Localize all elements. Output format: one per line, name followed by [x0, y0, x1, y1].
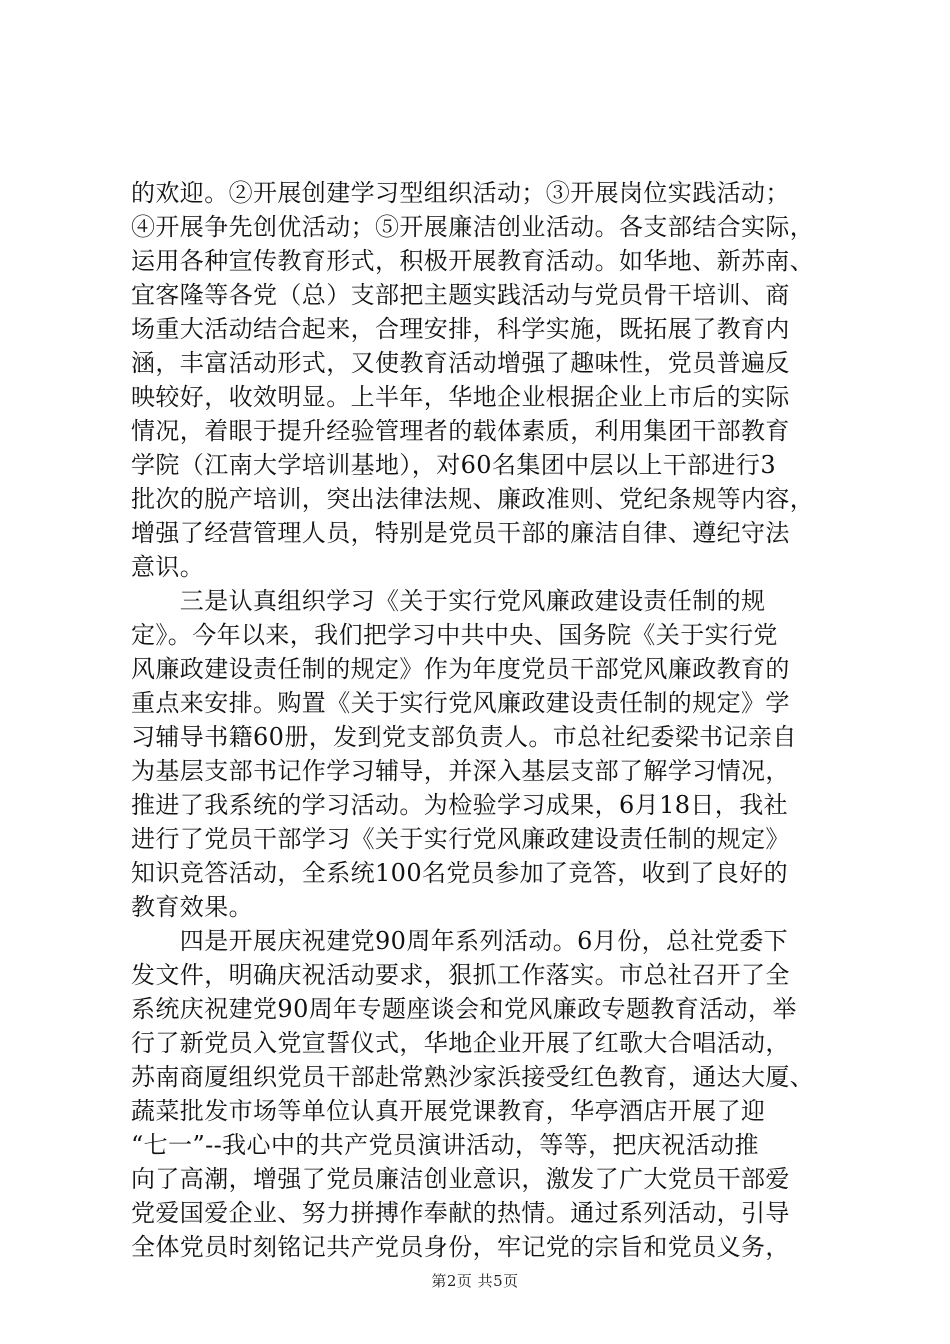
- text-line: “七一”--我心中的共产党员演讲活动，等等，把庆祝活动推: [131, 1131, 759, 1159]
- text-line: 向了高潮，增强了党员廉洁创业意识，激发了广大党员干部爱: [131, 1165, 790, 1193]
- text-line: 情况，着眼于提升经验管理者的载体素质，利用集团干部教育: [131, 417, 790, 445]
- text-line: 党爱国爱企业、努力拼搏作奉献的热情。通过系列活动，引导: [131, 1199, 790, 1227]
- text-line: 学院（江南大学培训基地），对60名集团中层以上干部进行3: [131, 451, 777, 479]
- text-line: 四是开展庆祝建党90周年系列活动。6月份，总社党委下: [131, 927, 789, 955]
- text-line: 全体党员时刻铭记共产党员身份，牢记党的宗旨和党员义务，: [131, 1233, 790, 1261]
- text-line: 三是认真组织学习《关于实行党风廉政建设责任制的规: [131, 587, 766, 615]
- body-text: [131, 176, 831, 1264]
- text-line: 运用各种宣传教育形式，积极开展教育活动。如华地、新苏南、: [131, 247, 815, 275]
- text-line: 苏南商厦组织党员干部赴常熟沙家浜接受红色教育，通达大厦、: [131, 1063, 815, 1091]
- text-line: 涵，丰富活动形式，又使教育活动增强了趣味性，党员普遍反: [131, 349, 790, 377]
- text-line: 重点来安排。购置《关于实行党风廉政建设责任制的规定》学: [131, 689, 790, 717]
- text-line: 行了新党员入党宣誓仪式，华地企业开展了红歌大合唱活动，: [131, 1029, 790, 1057]
- text-line: 风廉政建设责任制的规定》作为年度党员干部党风廉政教育的: [131, 655, 790, 683]
- text-line: 意识。: [131, 553, 205, 581]
- text-line: 增强了经营管理人员，特别是党员干部的廉洁自律、遵纪守法: [131, 519, 790, 547]
- text-line: 蔬菜批发市场等单位认真开展党课教育，华亭酒店开展了迎: [131, 1097, 766, 1125]
- text-line: 进行了党员干部学习《关于实行党风廉政建设责任制的规定》: [131, 825, 790, 853]
- text-line: 发文件，明确庆祝活动要求，狠抓工作落实。市总社召开了全: [131, 961, 790, 989]
- text-line: 习辅导书籍60册，发到党支部负责人。市总社纪委梁书记亲自: [131, 723, 797, 751]
- text-line: 宜客隆等各党（总）支部把主题实践活动与党员骨干培训、商: [131, 281, 790, 309]
- text-line: 教育效果。: [131, 893, 253, 921]
- text-line: 为基层支部书记作学习辅导，并深入基层支部了解学习情况，: [131, 757, 790, 785]
- text-line: 场重大活动结合起来，合理安排，科学实施，既拓展了教育内: [131, 315, 790, 343]
- text-line: 批次的脱产培训，突出法律法规、廉政准则、党纪条规等内容，: [131, 485, 815, 513]
- text-line: 知识竞答活动，全系统100名党员参加了竞答，收到了良好的: [131, 859, 789, 887]
- text-line: 系统庆祝建党90周年专题座谈会和党风廉政专题教育活动，举: [131, 995, 797, 1023]
- page-number-label: 第2页 共5页: [431, 1272, 519, 1290]
- page-footer: [0, 1270, 950, 1291]
- text-line: 映较好，收效明显。上半年，华地企业根据企业上市后的实际: [131, 383, 790, 411]
- text-line: ④开展争先创优活动；⑤开展廉洁创业活动。各支部结合实际，: [131, 213, 815, 241]
- text-line: 定》。今年以来，我们把学习中共中央、国务院《关于实行党: [131, 621, 778, 649]
- text-line: 的欢迎。②开展创建学习型组织活动；③开展岗位实践活动；: [131, 179, 790, 207]
- text-line: 推进了我系统的学习活动。为检验学习成果，6月18日，我社: [131, 791, 789, 819]
